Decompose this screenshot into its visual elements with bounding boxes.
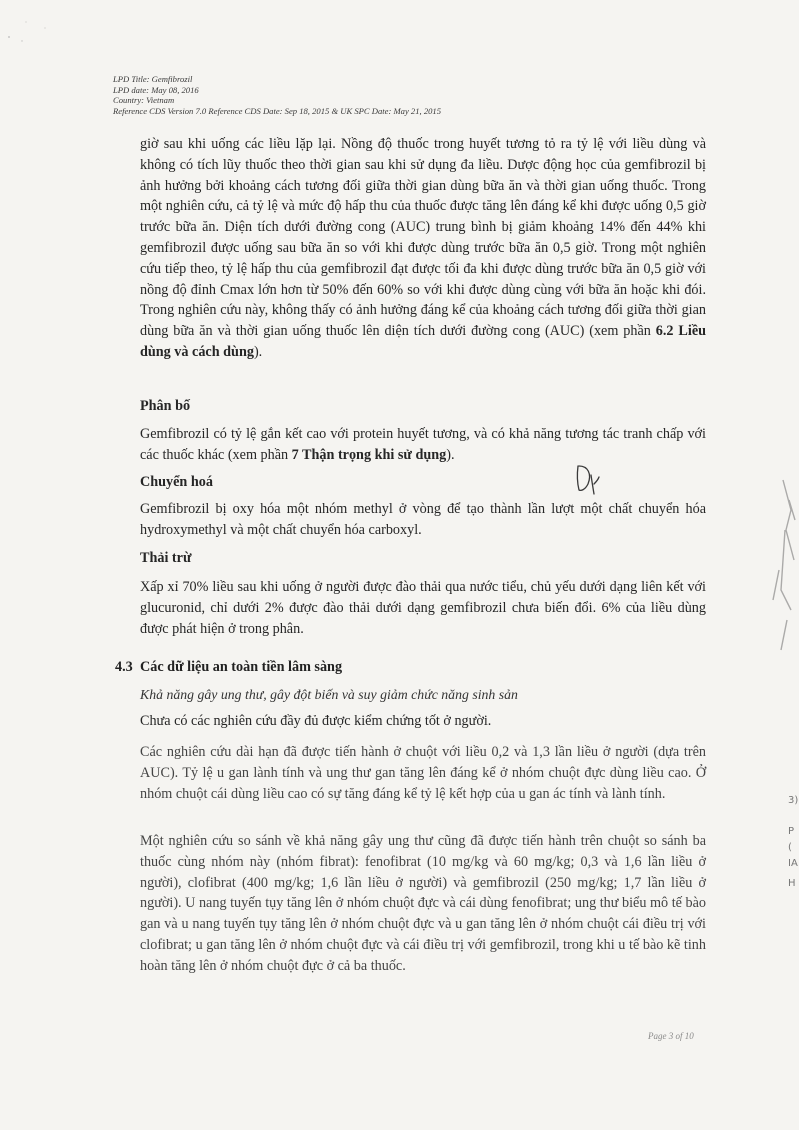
section-subtitle: Khả năng gây ung thư, gây đột biến và suy giảm chức năng sinh sản [140, 687, 518, 702]
paragraph-text-end: ). [253, 343, 263, 360]
paragraph-long-term-studies: Các nghiên cứu dài hạn đã được tiến hành ở chuột với liều 0,2 và 1,3 lần liều ở người (dựa trên AUC). Tỷ lệ u gan lành tính và ung thư gan tăng lên đáng kể ở nhóm chuột đực dùng liều cao. Ở nhóm chuột cái dùng liều cao có sự tăng đáng kể tỷ lệ kết hợp của u gan ác tính và lành tính. [140, 744, 706, 802]
paragraph-text: Gemfibrozil có tỷ lệ gắn kết cao với protein huyết tương, và có khả năng tương tác tranh chấp với các thuốc khác (xem phần [140, 426, 706, 463]
section-heading-4-3 [115, 657, 342, 677]
header-date: LPD date: May 08, 2016 [113, 84, 199, 95]
page-number: Page 3 of 10 [648, 1031, 694, 1041]
edge-char-1: 3) [788, 795, 799, 806]
edge-char-3: ( [788, 842, 792, 853]
document-header [113, 74, 441, 116]
header-title: LPD Title: Gemfibrozil [113, 74, 193, 84]
cross-reference-precautions: 7 Thận trọng khi sử dụng [291, 446, 447, 463]
paragraph-distribution [140, 424, 706, 466]
section-number: 4.3 [115, 659, 133, 675]
heading-excretion: Thải trừ [140, 550, 192, 566]
section-title: Các dữ liệu an toàn tiền lâm sàng [140, 659, 343, 675]
paragraph-metabolism: Gemfibrozil bị oxy hóa một nhóm methyl ở vòng để tạo thành lần lượt một chất chuyển hóa hydroxymethyl và một chất chuyển hóa carboxyl. [140, 501, 706, 538]
edge-char-2: P [788, 826, 795, 837]
paragraph-fibrate-comparison: Một nghiên cứu so sánh về khả năng gây ung thư cũng đã được tiến hành trên chuột so sánh ba thuốc cùng nhóm này (nhóm fibrat): fenofibrat (10 mg/kg và 60 mg/kg; 0,3 và 1,6 lần liều ở người), clofibrat (400 mg/kg; 1,6 lần liều ở người) và gemfibrozil (250 mg/kg; 1,7 lần liều ở người). U nang tuyến tụy tăng lên ở nhóm chuột đực và cái dùng fenofibrat; ung thư biểu mô tế bào gan và u nang tuyến tụy tăng lên ở nhóm chuột đực và u gan tăng lên ở nhóm chuột cái điều trị với clofibrat; u gan tăng lên ở nhóm chuột đực và cái điều trị với gemfibrozil, trong khi u tế bào kẽ tinh hoàn tăng lên ở nhóm chuột đực ở cả ba thuốc. [140, 833, 706, 974]
heading-distribution: Phân bố [140, 398, 191, 414]
paragraph-excretion: Xấp xỉ 70% liều sau khi uống ở người được đào thải qua nước tiểu, chủ yếu dưới dạng liên kết với glucuronid, chỉ dưới 2% được đào thải dưới dạng gemfibrozil chưa biến đổi. 6% của liều dùng được phát hiện ở trong phân. [140, 579, 706, 637]
cross-reference-dosage: 6.2 Liều dùng và cách dùng [140, 323, 707, 360]
paragraph-text: giờ sau khi uống các liều lặp lại. Nồng độ thuốc trong huyết tương tỏ ra tỷ lệ với liều dùng và không có tích lũy thuốc theo thời gian sau khi sử dụng đa liều. Dược động học của gemfibrozil bị ảnh hưởng bởi khoảng cách tương đối giữa thời gian dùng bữa ăn và thời gian uống thuốc. Trong một nghiên cứu, cả tỷ lệ và mức độ hấp thu của thuốc được tăng lên đáng kể khi được uống 0,5 giờ trước bữa ăn. Diện tích dưới đường cong (AUC) trung bình bị giảm khoảng 14% đến 44% khi gemfibrozil được uống sau bữa ăn so với khi được dùng trước bữa ăn 0,5 giờ. Trong một nghiên cứu tiếp theo, tỷ lệ hấp thu của gemfibrozil đạt được tối đa khi được dùng trước bữa ăn 0,5 giờ với nồng độ đỉnh Cmax lớn hơn từ 50% đến 60% so với khi được dùng cùng với bữa ăn hoặc khi đói. Trong nghiên cứu này, không thấy có ảnh hưởng đáng kể của khoảng cách tương đối giữa thời gian dùng bữa ăn và thời gian uống thuốc lên diện tích dưới đường cong (AUC) (xem phần [140, 136, 706, 340]
paragraph-text-end: ). [446, 446, 455, 463]
heading-metabolism: Chuyển hoá [140, 474, 213, 490]
header-country: Country: Vietnam [113, 95, 175, 106]
edge-char-4: IA [788, 858, 798, 869]
scan-speckles [0, 0, 60, 60]
handwritten-initial-mark [574, 460, 604, 500]
paragraph-human-studies: Chưa có các nghiên cứu đầy đủ được kiểm chứng tốt ở người. [140, 713, 492, 729]
edge-char-5: H [788, 878, 796, 889]
header-reference: Reference CDS Version 7.0 Reference CDS Date: Sep 18, 2015 & UK SPC Date: May 21, 2015 [113, 105, 442, 116]
paragraph-pharmacokinetics [140, 134, 706, 363]
